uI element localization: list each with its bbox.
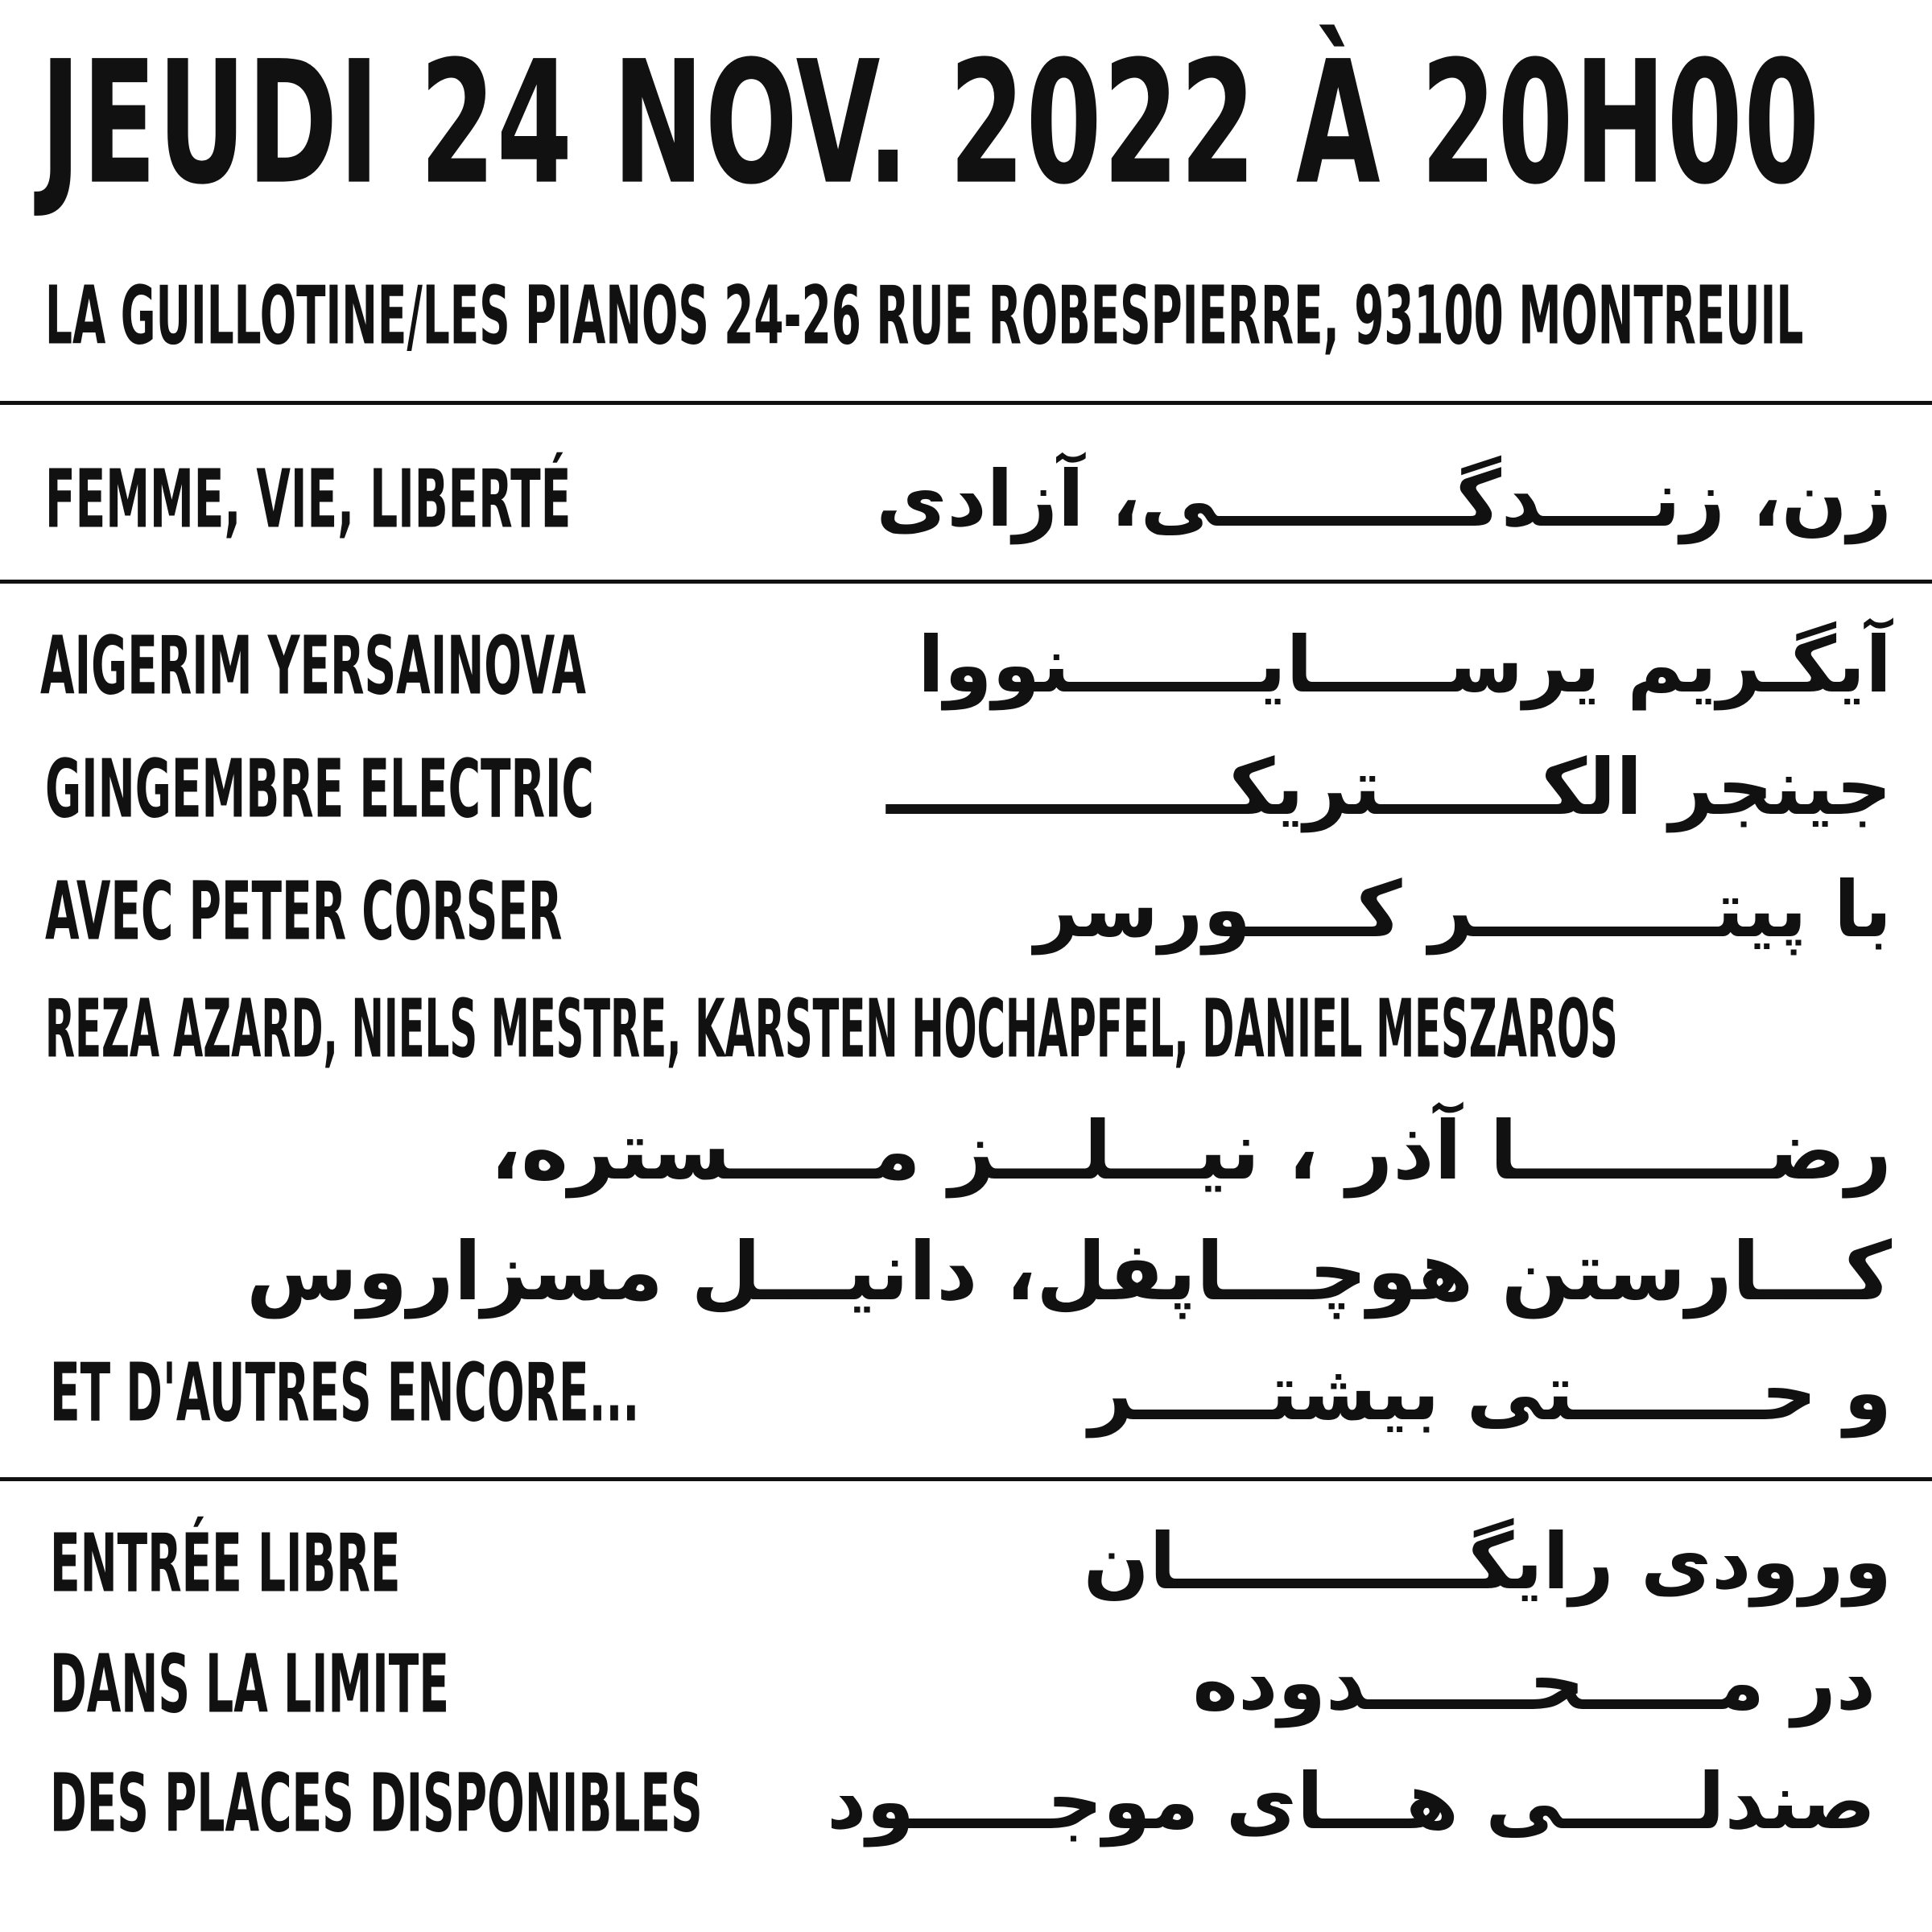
musicians-fa-line2: کـــارستن هوچـــاپفل، دانیـــل مسزاروس [246,1224,1892,1319]
venue-address: LA GUILLOTINE/LES PIANOS 24-26 RUE ROBESPIERRE, 93100 MONTREUIL [45,270,1804,363]
artist-2-fa: جینجر الکــــــتریکـــــــــــــ [886,742,1892,832]
more-fa: و حـــــــتی بیشتـــــر [1088,1348,1892,1438]
more-fr: ET D'AUTRES ENCORE... [50,1347,640,1440]
entry-2-fr: DANS LA LIMITE [50,1638,449,1732]
event-date: JEUDI 24 NOV. 2022 À 20H00 [40,24,1821,223]
slogan-fr: FEMME, VIE, LIBERTÉ [45,453,572,547]
artist-1-fa: آیگـریم یرســـــایـــــــنووا [917,620,1892,710]
artist-2-fr: GINGEMBRE ELECTRIC [45,743,594,836]
musicians-fa-line1: رضـــــــــا آذر ، نیـــلـــز مـــــستره، [490,1104,1892,1198]
entry-1-fa: ورودی رایگـــــــــــان [1083,1517,1892,1607]
entry-3-fa: صندلـــــی هـــای موجـــــود [827,1757,1876,1847]
divider-top [0,401,1932,405]
divider-middle [0,580,1932,584]
entry-3-fr: DES PLACES DISPONIBLES [50,1757,703,1851]
entry-1-fr: ENTRÉE LIBRE [50,1517,401,1611]
slogan-fa: زن، زنــــدگـــــــــی، آزادی [876,454,1892,544]
divider-bottom [0,1477,1932,1481]
artist-3-fr: AVEC PETER CORSER [45,865,563,959]
artist-3-fa: با پیتـــــــــر کــــورسر [1034,865,1892,955]
artist-1-fr: AIGERIM YERSAINOVA [40,620,587,713]
entry-2-fa: در مـــــحــــــدوده [1192,1637,1876,1728]
musicians-fr: REZA AZARD, NIELS MESTRE, KARSTEN HOCHAPFEL, DANIEL MESZAROS [45,983,1618,1076]
